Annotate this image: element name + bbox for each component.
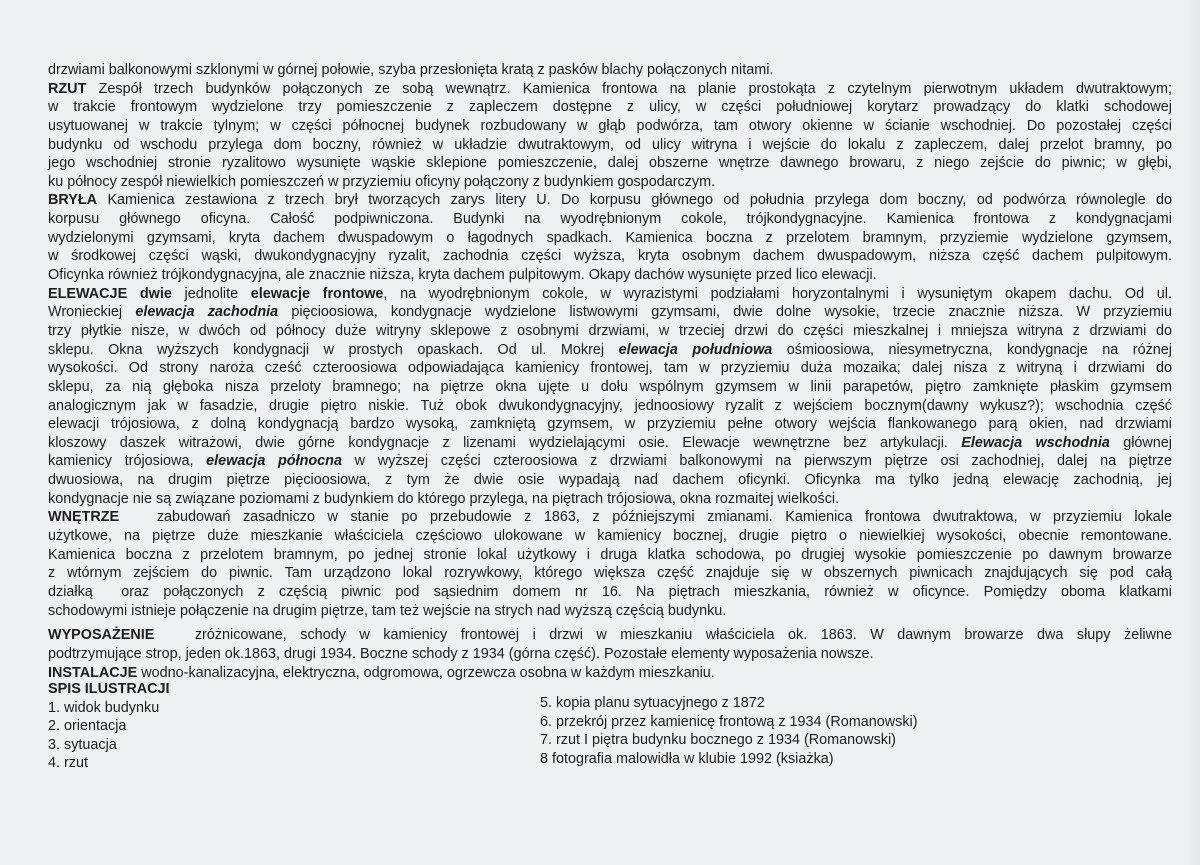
text-line [48, 471, 1172, 490]
illustration-item: 3. sytuacja [48, 736, 117, 753]
text-segment: zabudowań zasadniczo w stanie po przebudowie z 1863, z późniejszymi zmianami. Kamienica frontowa dwutraktowa, w przyziemiu lokale [119, 509, 1172, 526]
text-line [48, 508, 1172, 527]
text-line [48, 583, 1172, 602]
text-segment: Kamienica zestawiona z trzech brył tworzących zarys litery U. Do korpusu głównego od południa przylega dom boczny, od podwórza równolegle do [97, 192, 1172, 209]
text-segment: dwuosiowa, na drugim piętrze pięcioosiowa, z tym że dwie osie wypadają nad dachem oficynki. Oficynka ma tylko jedną elewację zachodnią, jej [48, 472, 1172, 489]
text-line [48, 602, 1172, 621]
bold-heading: WYPOSAŻENIE [48, 627, 155, 644]
text-line [48, 564, 1172, 583]
text-line [48, 322, 1172, 341]
text-line [48, 61, 1172, 80]
text-line [48, 415, 1172, 434]
text-segment: w środkowej części wąski, dwukondygnacyjny ryzalit, zachodnia części wyższa, kryta osobnym dachem dwuspadowym, niższa część dachem pulpitowym. [48, 248, 1172, 265]
text-segment: w trakcie frontowym wydzielone trzy pomieszczenie z zapleczem dostępne z ulicy, w części południowej korytarz prowadzący do klatki schodowej [48, 99, 1172, 116]
illustration-item: 8 fotografia malowidła w klubie 1992 (ksiażka) [540, 750, 834, 767]
text-line [48, 664, 1172, 683]
text-line [48, 490, 1172, 509]
text-segment: zróżnicowane, schody w kamienicy frontowej i drzwi w mieszkaniu właściciela ok. 1863. W dawnym browarze dwa słupy żeliwne [154, 627, 1172, 644]
text-segment: sklepu. Okna wyższych kondygnacji w prostych opaskach. Od ul. Mokrej [48, 341, 619, 358]
text-segment: podtrzymujące strop, jeden ok.1863, drugi 1934. Boczne schody z 1934 (górna część). Pozostałe elementy wyposażenia nowsze. [48, 645, 874, 662]
text-segment: usytuowanej w trakcie tylnym; w części północnej budynek rozbudowany w głąb podwórza, tam otwory okienne w ścianie wschodniej. Do pozostałej części [48, 117, 1172, 134]
bold-italic-term: Elewacja wschodnia [961, 434, 1110, 451]
text-line [48, 154, 1172, 173]
text-line [48, 191, 1172, 210]
text-segment: kamienicy trójosiowa, [48, 453, 207, 470]
text-line [48, 136, 1172, 155]
text-segment: wodno-kanalizacyjna, elektryczna, odgromowa, ogrzewcza osobna w każdym mieszkaniu. [137, 664, 715, 681]
text-segment: , na wyodrębnionym cokole, w wyrazistymi podziałami horyzontalnymi i wysuniętym okapem dachu. Od ul. [383, 285, 1172, 302]
text-line [48, 80, 1172, 99]
text-line [48, 359, 1172, 378]
text-segment: Oficynka również trójkondygnacyjna, ale znacznie niższa, kryta dachem pulpitowym. Okapy dachów wysunięte przed lico elewacji. [48, 267, 877, 284]
text-line [48, 527, 1172, 546]
text-segment: jego wschodniej stronie ryzalitowo wysunięte wąskie sklepione pomieszczenie, dalej obszerne wnętrze dawnego browaru, z niego zejście do piwnic; w głębi, [48, 155, 1172, 172]
paragraph-rzut [48, 80, 1172, 192]
illustrations-list-left [48, 680, 170, 773]
text-segment: z wtórnym zejściem do piwnic. Tam urządzono lokal rozrywkowy, którego większa część znajduje się w obszernych piwnicach znajdujących się pod całą [48, 565, 1172, 582]
bold-heading: WNĘTRZE [48, 509, 120, 526]
text-segment: działką oraz połączonych z częścią piwnic pod sąsiednim domem nr 16. Na piętrach mieszkania, również w oficynce. Pomiędzy oboma klatkami [48, 583, 1172, 600]
text-line [48, 247, 1172, 266]
illustration-item: 1. widok budynku [48, 699, 160, 716]
bold-heading: RZUT [48, 80, 87, 97]
illustration-item: 6. przekrój przez kamienicę frontową z 1934 (Romanowski) [540, 713, 918, 730]
text-segment: kondygnacje nie są związane poziomami z budynkiem do którego przylega, na piętrach trójosiowa, okna rozmaitej wielkości. [48, 490, 840, 507]
bold-italic-term: elewacja południowa [618, 341, 773, 358]
text-segment: budynku od wschodu przylega dom boczny, również w układzie dwutraktowym, od ulicy witryna i wejście do lokalu z zapleczem, dalej przelot bramny, po [48, 136, 1172, 153]
text-segment: analogicznym jak w fasadzie, drugie piętro niskie. Tuż obok dwukondygnacyjny, jednoosiowy ryzalit z wejściem bocznym(dawny wykusz?); wschodnia część [48, 397, 1172, 414]
bold-heading: BRYŁA [48, 192, 98, 209]
text-segment: w wyższej części czteroosiowa z drzwiami balkonowymi na pierwszym piętrze osi zachodniej, dalej na piętrze [341, 453, 1172, 470]
text-line [48, 452, 1172, 471]
illustrations-list-right [540, 694, 918, 768]
text-line [48, 341, 1172, 360]
paragraph-wyp [48, 626, 1172, 663]
text-line [48, 546, 1172, 565]
text-segment: użytkowe, na piętrze duże mieszkanie właściciela częściowo ulokowane w kamienicy bocznej, drugie piętro o niewielkiej wysokości, obecnie remontowane. [48, 528, 1172, 545]
text-line [48, 98, 1172, 117]
text-line [48, 378, 1172, 397]
text-line [48, 117, 1172, 136]
text-segment: drzwiami balkonowymi szklonymi w górnej połowie, szyba przesłonięta kratą z pasków blachy połączonych nitami. [48, 62, 774, 78]
bold-italic-term: elewacja północna [206, 453, 342, 470]
text-line [48, 210, 1172, 229]
text-segment: kloszowy daszek witrażowi, dwie górne kondygnacje z lizenami wydzielającymi osie. Elewacje wewnętrzne bez artykulacji. [48, 434, 962, 451]
text-segment: schodowymi istnieje połączenie na drugim piętrze, tam też wejście na strych nad wyższą częścią budynku. [48, 602, 727, 619]
bold-italic-term: elewacja zachodnia [135, 304, 279, 321]
text-line [48, 229, 1172, 248]
text-line [48, 434, 1172, 453]
bold-heading: ELEWACJE dwie [48, 285, 172, 302]
scan-edge [1188, 0, 1200, 865]
document-body [48, 61, 1172, 682]
paragraph-elew [48, 285, 1172, 509]
text-line [48, 645, 1172, 664]
text-line [48, 285, 1172, 304]
text-segment: jednolite [171, 285, 251, 302]
illustration-item: 2. orientacja [48, 718, 127, 735]
text-line [48, 266, 1172, 285]
illustration-item: 5. kopia planu sytuacyjnego z 1872 [540, 695, 765, 711]
paragraph-cont [48, 61, 1172, 80]
text-line [48, 303, 1172, 322]
text-line [48, 173, 1172, 192]
text-segment: wysokości. Od strony naroża cześć czteroosiowa odpowiadająca kamienicy frontowej, tam w przyziemiu duża mozaika; dalej nisza z witryną i drzwiami do [48, 360, 1172, 377]
text-segment: Kamienica boczna z przelotem bramnym, po jednej stronie lokal użytkowy i druga klatka schodowa, po drugiej wysokie pomieszczenie po dawnym browarze [48, 546, 1172, 563]
text-segment: sklepu, za nią głęboka nisza przeloty bramnego; na piętrze okna ujęte u dołu wspólnym gzymsem w linii parapetów, piętro zamknięte płaskim gzymsem [48, 378, 1172, 395]
text-line [48, 397, 1172, 416]
illustration-item: 7. rzut I piętra budynku bocznego z 1934 (Romanowski) [540, 732, 896, 749]
paragraph-inst [48, 664, 1172, 683]
text-segment: pięcioosiowa, kondygnacje wydzielone listwowymi gzymsami, dwie dolne wysokie, trzecie znacznie niższa. W przyziemiu [278, 304, 1173, 321]
paragraph-wnetrze [48, 508, 1172, 620]
illustration-item: 4. rzut [48, 755, 88, 772]
text-segment: korpusu głównego oficyna. Całość podpiwniczona. Budynki na wyodrębnionym cokole, trójkondygnacyjne. Kamienica frontowa z kondygnacjami [48, 211, 1172, 228]
text-segment: ku północy zespół niewielkich pomieszczeń w przyziemiu oficyny połączony z budynkiem gospodarczym. [48, 173, 716, 190]
bold-heading: elewacje frontowe [250, 285, 384, 302]
text-segment: głównej [1109, 434, 1172, 451]
text-segment: ośmioosiowa, niesymetryczna, kondygnacje na różnej [772, 341, 1172, 358]
illustrations-title: SPIS ILUSTRACJI [48, 681, 170, 697]
text-segment: Wronieckiej [48, 304, 136, 321]
text-segment: Zespół trzech budynków połączonych ze sobą wewnątrz. Kamienica frontowa na planie prostokąta z czytelnym pierwotnym układem dwutraktowym; [86, 80, 1172, 97]
text-segment: elewacji trójosiowa, z dolną kondygnacją bardzo wysoką, zamkniętą gzymsem, w przyziemiu pełne otwory wejścia flankowanego parą okien, nad drzwiami [48, 416, 1172, 433]
text-line [48, 626, 1172, 645]
text-segment: wydzielonymi gzymsami, kryta dachem dwuspadowym o łagodnych spadkach. Kamienica boczna z przelotem bramnym, przyziemie wydzielone gzymsem, [48, 229, 1172, 246]
bold-heading: INSTALACJE [48, 664, 138, 681]
text-segment: trzy płytkie nisze, w dwóch od północy duże witryny sklepowe z osobnymi drzwiami, w trzeciej drzwi do części mieszkalnej i mniejsza witryna z drzwiami do [48, 322, 1172, 339]
paragraph-bryla [48, 191, 1172, 284]
